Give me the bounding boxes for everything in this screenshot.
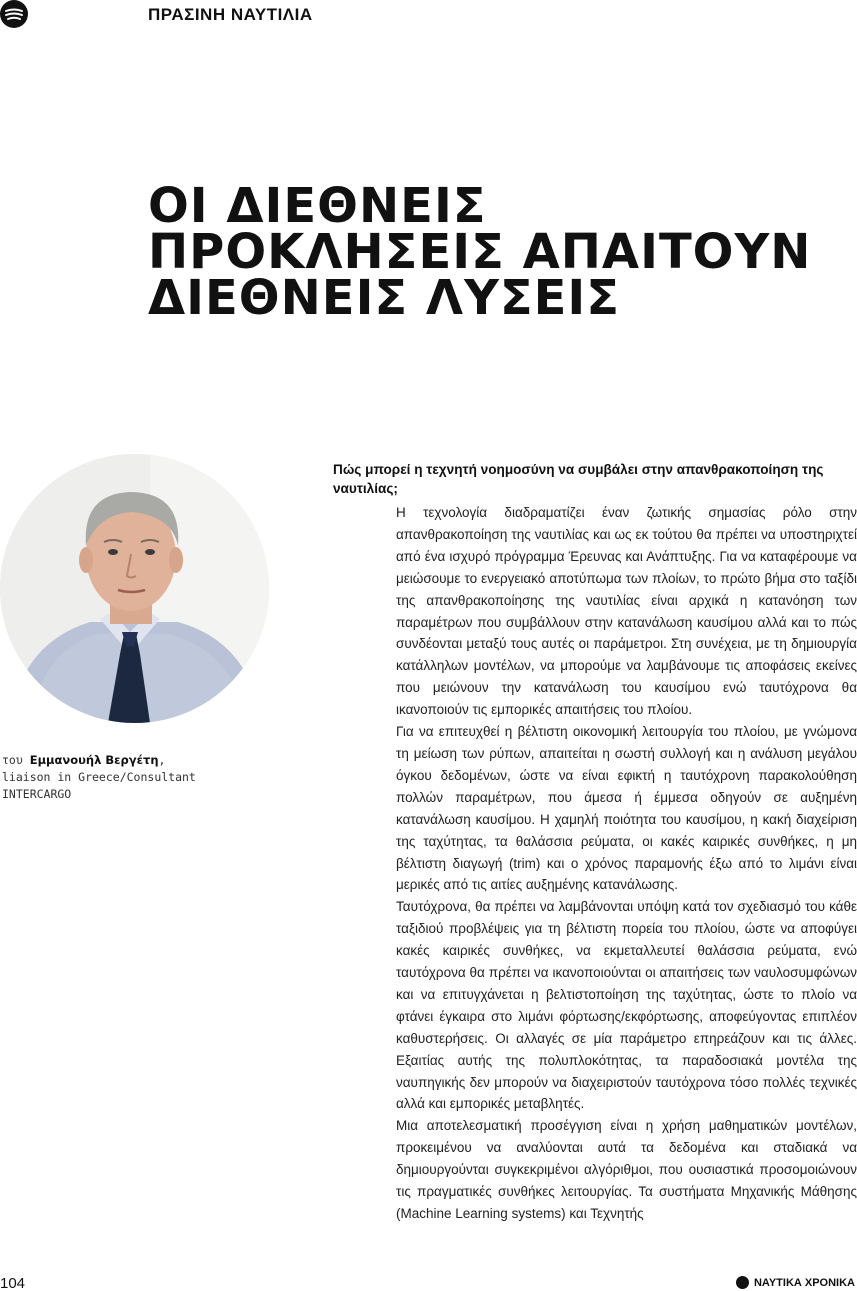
author-role: liaison in Greece/Consultant: [2, 770, 196, 784]
author-name: Εμμανουήλ Βεργέτη: [29, 753, 159, 767]
headline-line: ΠΡΟΚΛΗΣΕΙΣ ΑΠΑΙΤΟΥΝ: [148, 224, 812, 280]
author-byline: [2, 752, 262, 803]
footer-brand: [736, 1276, 855, 1289]
body-paragraph: Ταυτόχρονα, θα πρέπει να λαμβάνονται υπόψη κατά τον σχεδιασμό του κάθε ταξιδιού προβλέψεις για τη βέλτιστη πορεία του πλοίου, ώστε να αποφύγει κακές καιρικές συνθήκες, να εκμεταλλευτεί θαλάσσια ρεύματα, ενώ ταυτόχρονα θα πρέπει να ικανοποιούνται οι απαιτήσεις των ναυλοσυμφώνων και να επιτυγχάνεται η βελτιστοποίηση της ταχύτητας, ώστε το πλοίο να φτάνει έγκαιρα στο λιμάνι φόρτωσης/εκφόρτωσης, αποφεύγοντας επιπλέον καθυστερήσεις. Οι αλλαγές σε μία παράμετρο επηρεάζουν και τις άλλες. Εξαιτίας αυτής της πολυπλοκότητας, τα παραδοσιακά μοντέλα της ναυπηγικής δεν μπορούν να διαχειριστούν ταυτόχρονα τόσο πολλές τεχνικές αλλά και εμπορικές μεταβλητές.: [396, 899, 857, 1112]
headline-line: ΟΙ ΔΙΕΘΝΕΙΣ: [148, 178, 487, 234]
section-title: ΠΡΑΣΙΝΗ ΝΑΥΤΙΛΙΑ: [148, 5, 313, 24]
body-paragraph: Για να επιτευχθεί η βέλτιστη οικονομική λειτουργία του πλοίου, με γνώμονα τη μείωση των ρύπων, απαιτείται η σωστή συλλογή και η ανάλυση μεγάλου όγκου δεδομένων, ώστε να είναι εφικτή η ταυτόχρονη παρακολούθηση πολλών παραμέτρων, που άμεσα ή έμμεσα οδηγούν σε αυξημένη κατανάλωση καυσίμου. Η χαμηλή ποιότητα του καυσίμου, η κακή διαχείριση της ταχύτητας, τα θαλάσσια ρεύματα, οι κακές καιρικές συνθήκες, η μη βέλτιστη διαγωγή (trim) και ο χρόνος παραμονής έξω από το λιμάνι είναι μερικές από τις αιτίες αυξημένης κατανάλωσης.: [396, 724, 857, 893]
author-photo: [0, 454, 269, 723]
page-number: 104: [0, 1275, 26, 1291]
brand-logo-icon: [736, 1276, 749, 1289]
brand-name: ΝΑΥΤΙΚΑ ΧΡΟΝΙΚΑ: [753, 1276, 855, 1289]
body-paragraph: Η τεχνολογία διαδραματίζει έναν ζωτικής σημασίας ρόλο στην απανθρακοποίηση της ναυτιλίας και ως εκ τούτου θα πρέπει να υποστηριχτεί από ένα ισχυρό πρόγραμμα Έρευνας και Ανάπτυξης. Για να καταφέρουμε να μειώσουμε το ενεργειακό αποτύπωμα των πλοίων, το πρώτο βήμα στο ταξίδι της απανθρακοποίησης της ναυτιλίας είναι αρχικά η κατανόηση των παραμέτρων που συμβάλλουν στην κατανάλωση καυσίμου αλλά και το πώς συνδέονται μεταξύ τους αυτές οι παράμετροι. Στη συνέχεια, με τη δημιουργία κατάλληλων μοντέλων, να μπορούμε να λαμβάνουμε τις αποφάσεις εκείνες που μειώνουν την κατανάλωση του καυσίμου ενώ ταυτόχρονα θα ικανοποιούν τις εμπορικές απαιτήσεις του πλοίου.: [396, 505, 857, 718]
headline-line: ΔΙΕΘΝΕΙΣ ΛΥΣΕΙΣ: [148, 270, 621, 326]
author-prefix: του: [2, 753, 23, 767]
body-paragraph: Μια αποτελεσματική προσέγγιση είναι η χρήση μαθηματικών μοντέλων, προκειμένου να αναλύονται αυτά τα δεδομένα και σταδιακά να δημιουργούνται συγκεκριμένοι αλγόριθμοι, που ουσιαστικά προσομοιώνουν τις πραγματικές συνθήκες λειτουργίας. Τα συστήματα Μηχανικής Μάθησης (Machine Learning systems) και Τεχνητής: [396, 1118, 857, 1221]
article-body: [396, 502, 857, 1225]
article-question: Πώς μπορεί η τεχνητή νοημοσύνη να συμβάλει στην απανθρακοποίηση της ναυτιλίας;: [333, 462, 824, 496]
article-headline: [148, 178, 848, 326]
wave-logo-icon: [0, 0, 28, 28]
author-organization: INTERCARGO: [2, 787, 72, 801]
author-name-suffix: ,: [158, 753, 166, 767]
